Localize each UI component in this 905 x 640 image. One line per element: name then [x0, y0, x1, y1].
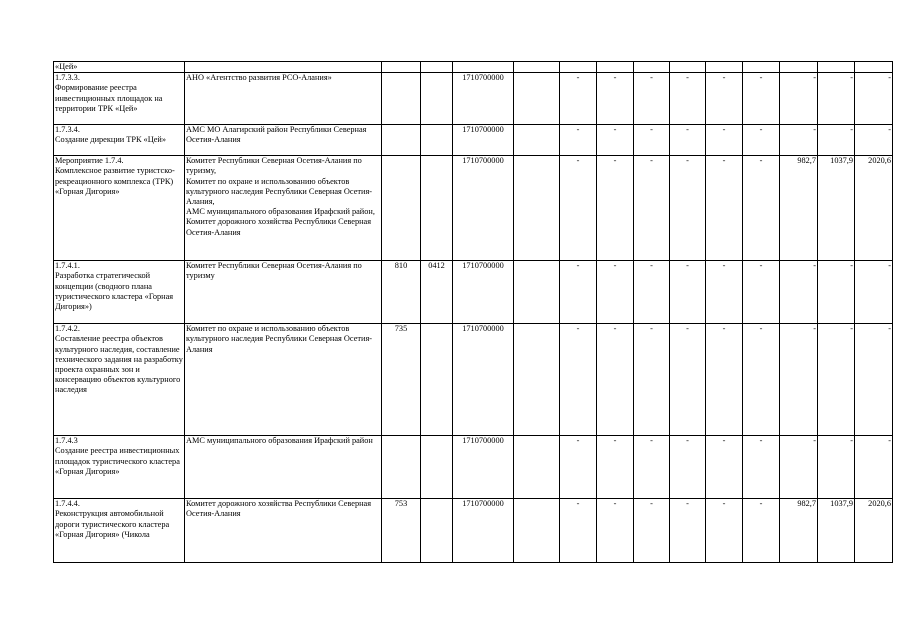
amount-cell: -: [780, 73, 818, 125]
amount-cell: -: [706, 499, 743, 563]
amount-cell: -: [597, 73, 634, 125]
amount-cell: -: [634, 73, 670, 125]
amount-cell: -: [670, 73, 706, 125]
amount-cell: -: [560, 261, 597, 324]
activity-name-cell: 1.7.4.4. Реконструкция автомобильной дороги туристического кластера «Горная Дигория» (Чикола: [54, 499, 185, 563]
grbs-code-cell: 753: [382, 499, 421, 563]
amount-cell: 1037,9: [818, 499, 855, 563]
amount-cell: -: [560, 324, 597, 436]
amount-cell: -: [706, 261, 743, 324]
amount-cell: -: [670, 156, 706, 261]
amount-cell: -: [560, 125, 597, 156]
csr-code-cell: [453, 62, 514, 73]
executor-cell: Комитет Республики Северная Осетия-Алания по туризму, Комитет по охране и использованию объектов культурного наследия Республики Северная Осетия-Алания, АМС муниципального образования Ирафский район, Комитет дорожного хозяйства Республики Северная Осетия-Алания: [185, 156, 382, 261]
amount-cell: -: [560, 499, 597, 563]
program-activities-table: [53, 61, 893, 563]
rzpr-code-cell: [421, 156, 453, 261]
table-row: [54, 499, 893, 563]
amount-cell: -: [634, 261, 670, 324]
rzpr-code-cell: 0412: [421, 261, 453, 324]
executor-cell: Комитет дорожного хозяйства Республики Северная Осетия-Алания: [185, 499, 382, 563]
amount-cell: -: [597, 125, 634, 156]
amount-cell: -: [743, 125, 780, 156]
rzpr-code-cell: [421, 73, 453, 125]
amount-cell: [597, 62, 634, 73]
amount-cell: -: [634, 436, 670, 499]
csr-code-cell: 1710700000: [453, 73, 514, 125]
csr-code-cell: 1710700000: [453, 324, 514, 436]
rzpr-code-cell: [421, 125, 453, 156]
amount-cell: -: [743, 261, 780, 324]
amount-cell: -: [634, 499, 670, 563]
amount-cell: [743, 62, 780, 73]
vr-code-cell: [514, 499, 560, 563]
amount-cell: [855, 62, 893, 73]
amount-cell: -: [743, 73, 780, 125]
amount-cell: -: [597, 324, 634, 436]
amount-cell: -: [855, 436, 893, 499]
amount-cell: 982,7: [780, 156, 818, 261]
amount-cell: -: [818, 73, 855, 125]
amount-cell: [818, 62, 855, 73]
rzpr-code-cell: [421, 324, 453, 436]
amount-cell: -: [855, 125, 893, 156]
amount-cell: -: [818, 436, 855, 499]
amount-cell: [670, 62, 706, 73]
csr-code-cell: 1710700000: [453, 156, 514, 261]
table-row: [54, 436, 893, 499]
amount-cell: -: [597, 499, 634, 563]
rzpr-code-cell: [421, 499, 453, 563]
executor-cell: АМС муниципального образования Ирафский район: [185, 436, 382, 499]
amount-cell: -: [634, 125, 670, 156]
amount-cell: -: [743, 156, 780, 261]
amount-cell: -: [743, 436, 780, 499]
amount-cell: -: [597, 156, 634, 261]
grbs-code-cell: [382, 436, 421, 499]
amount-cell: 2020,6: [855, 156, 893, 261]
amount-cell: [634, 62, 670, 73]
amount-cell: -: [855, 73, 893, 125]
table-row: [54, 73, 893, 125]
amount-cell: -: [634, 156, 670, 261]
amount-cell: -: [670, 261, 706, 324]
table-row: [54, 62, 893, 73]
activity-name-cell: Мероприятие 1.7.4. Комплексное развитие туристско-рекреационного комплекса (ТРК) «Горная Дигория»: [54, 156, 185, 261]
activity-name-cell: 1.7.3.3. Формирование реестра инвестиционных площадок на территории ТРК «Цей»: [54, 73, 185, 125]
amount-cell: -: [560, 436, 597, 499]
amount-cell: [560, 62, 597, 73]
vr-code-cell: [514, 261, 560, 324]
table-row: [54, 261, 893, 324]
amount-cell: -: [706, 125, 743, 156]
amount-cell: -: [743, 324, 780, 436]
vr-code-cell: [514, 436, 560, 499]
vr-code-cell: [514, 324, 560, 436]
amount-cell: -: [818, 261, 855, 324]
amount-cell: 982,7: [780, 499, 818, 563]
amount-cell: -: [706, 436, 743, 499]
amount-cell: -: [560, 73, 597, 125]
vr-code-cell: [514, 125, 560, 156]
activity-name-cell: 1.7.4.2. Составление реестра объектов культурного наследия, составление технического задания на разработку проекта охранных зон и консервацию объектов культурного наследия: [54, 324, 185, 436]
table-row: [54, 125, 893, 156]
amount-cell: -: [780, 436, 818, 499]
activity-name-cell: 1.7.4.3 Создание реестра инвестиционных площадок туристического кластера «Горная Дигория»: [54, 436, 185, 499]
executor-cell: Комитет Республики Северная Осетия-Алания по туризму: [185, 261, 382, 324]
table-row: [54, 156, 893, 261]
grbs-code-cell: [382, 73, 421, 125]
executor-cell: АМС МО Алагирский район Республики Северная Осетия-Алания: [185, 125, 382, 156]
rzpr-code-cell: [421, 436, 453, 499]
vr-code-cell: [514, 62, 560, 73]
executor-cell: Комитет по охране и использованию объектов культурного наследия Республики Северная Осетия-Алания: [185, 324, 382, 436]
amount-cell: -: [597, 436, 634, 499]
csr-code-cell: 1710700000: [453, 436, 514, 499]
amount-cell: -: [818, 125, 855, 156]
amount-cell: -: [670, 324, 706, 436]
activity-name-cell: 1.7.4.1. Разработка стратегической концепции (сводного плана туристического кластера «Горная Дигория»): [54, 261, 185, 324]
amount-cell: [780, 62, 818, 73]
rzpr-code-cell: [421, 62, 453, 73]
vr-code-cell: [514, 73, 560, 125]
amount-cell: -: [780, 125, 818, 156]
activity-name-cell: «Цей»: [54, 62, 185, 73]
amount-cell: -: [855, 261, 893, 324]
amount-cell: -: [634, 324, 670, 436]
amount-cell: -: [706, 324, 743, 436]
grbs-code-cell: [382, 62, 421, 73]
executor-cell: [185, 62, 382, 73]
amount-cell: -: [706, 156, 743, 261]
amount-cell: [706, 62, 743, 73]
amount-cell: -: [855, 324, 893, 436]
amount-cell: -: [670, 499, 706, 563]
activity-name-cell: 1.7.3.4. Создание дирекции ТРК «Цей»: [54, 125, 185, 156]
amount-cell: 1037,9: [818, 156, 855, 261]
grbs-code-cell: [382, 156, 421, 261]
grbs-code-cell: 810: [382, 261, 421, 324]
amount-cell: 2020,6: [855, 499, 893, 563]
amount-cell: -: [780, 324, 818, 436]
amount-cell: -: [818, 324, 855, 436]
amount-cell: -: [743, 499, 780, 563]
amount-cell: -: [706, 73, 743, 125]
amount-cell: -: [780, 261, 818, 324]
amount-cell: -: [560, 156, 597, 261]
csr-code-cell: 1710700000: [453, 125, 514, 156]
grbs-code-cell: [382, 125, 421, 156]
csr-code-cell: 1710700000: [453, 499, 514, 563]
executor-cell: АНО «Агентство развития РСО-Алания»: [185, 73, 382, 125]
table-row: [54, 324, 893, 436]
csr-code-cell: 1710700000: [453, 261, 514, 324]
vr-code-cell: [514, 156, 560, 261]
amount-cell: -: [597, 261, 634, 324]
grbs-code-cell: 735: [382, 324, 421, 436]
amount-cell: -: [670, 436, 706, 499]
amount-cell: -: [670, 125, 706, 156]
